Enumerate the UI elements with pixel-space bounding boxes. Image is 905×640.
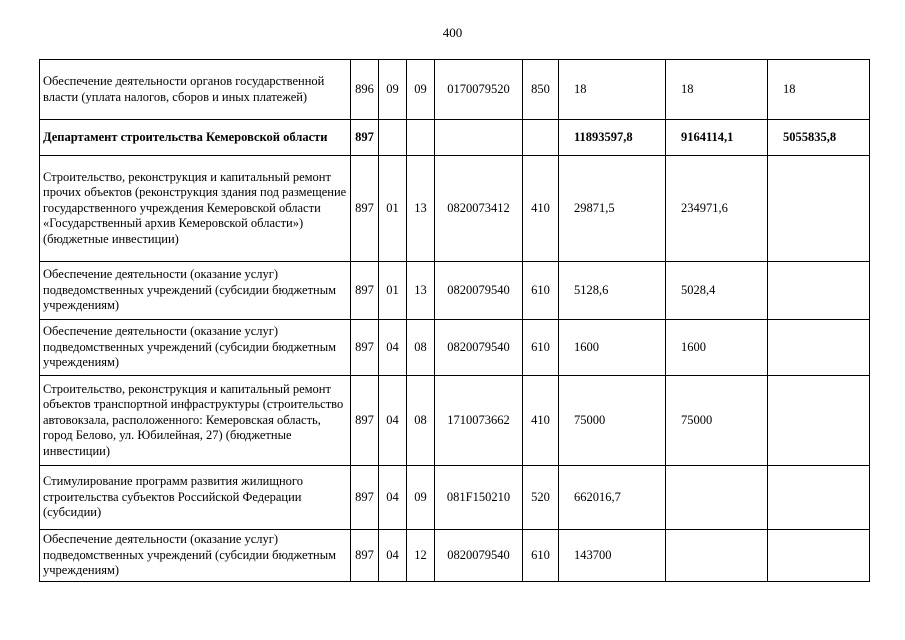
amount-year-1: 5128,6 — [559, 262, 666, 320]
subsection-code: 12 — [407, 530, 435, 582]
expense-type-code — [523, 120, 559, 156]
subsection-code: 08 — [407, 376, 435, 466]
expense-type-code: 610 — [523, 530, 559, 582]
ministry-code: 897 — [351, 262, 379, 320]
row-description: Обеспечение деятельности (оказание услуг) подведомственных учреждений (субсидии бюджетным учреждениям) — [40, 530, 351, 582]
amount-year-1: 11893597,8 — [559, 120, 666, 156]
amount-year-3: 5055835,8 — [768, 120, 870, 156]
amount-year-2: 75000 — [666, 376, 768, 466]
amount-year-3 — [768, 156, 870, 262]
amount-year-2 — [666, 466, 768, 530]
section-code: 01 — [379, 156, 407, 262]
target-article-code: 1710073662 — [435, 376, 523, 466]
target-article-code: 0820079540 — [435, 262, 523, 320]
expense-type-code: 410 — [523, 156, 559, 262]
amount-year-1: 18 — [559, 60, 666, 120]
section-code: 04 — [379, 466, 407, 530]
amount-year-2 — [666, 530, 768, 582]
amount-year-3 — [768, 320, 870, 376]
section-code: 09 — [379, 60, 407, 120]
table-row — [40, 466, 870, 530]
row-description: Департамент строительства Кемеровской области — [40, 120, 351, 156]
target-article-code: 0820073412 — [435, 156, 523, 262]
row-description: Стимулирование программ развития жилищного строительства субъектов Российской Федерации (субсидии) — [40, 466, 351, 530]
target-article-code — [435, 120, 523, 156]
row-description: Обеспечение деятельности (оказание услуг) подведомственных учреждений (субсидии бюджетным учреждениям) — [40, 262, 351, 320]
amount-year-2: 9164114,1 — [666, 120, 768, 156]
subsection-code: 13 — [407, 156, 435, 262]
section-code: 04 — [379, 376, 407, 466]
budget-table-body — [40, 60, 870, 582]
expense-type-code: 410 — [523, 376, 559, 466]
amount-year-3 — [768, 466, 870, 530]
table-row — [40, 320, 870, 376]
amount-year-1: 75000 — [559, 376, 666, 466]
row-description: Строительство, реконструкция и капитальный ремонт объектов транспортной инфраструктуры (строительство автовокзала, расположенного: Кемеровская область, город Белово, ул. Юбилейная, 27) (бюджетные инвестиции) — [40, 376, 351, 466]
amount-year-3: 18 — [768, 60, 870, 120]
ministry-code: 897 — [351, 156, 379, 262]
table-row — [40, 376, 870, 466]
page-number: 400 — [442, 25, 463, 40]
subsection-code — [407, 120, 435, 156]
amount-year-1: 29871,5 — [559, 156, 666, 262]
table-row — [40, 530, 870, 582]
department-total-row — [40, 120, 870, 156]
table-row — [40, 60, 870, 120]
subsection-code: 08 — [407, 320, 435, 376]
row-description: Обеспечение деятельности органов государственной власти (уплата налогов, сборов и иных платежей) — [40, 60, 351, 120]
amount-year-3 — [768, 376, 870, 466]
expense-type-code: 520 — [523, 466, 559, 530]
amount-year-2: 1600 — [666, 320, 768, 376]
target-article-code: 0170079520 — [435, 60, 523, 120]
section-code — [379, 120, 407, 156]
ministry-code: 896 — [351, 60, 379, 120]
row-description: Обеспечение деятельности (оказание услуг) подведомственных учреждений (субсидии бюджетным учреждениям) — [40, 320, 351, 376]
amount-year-2: 5028,4 — [666, 262, 768, 320]
table-row — [40, 262, 870, 320]
ministry-code: 897 — [351, 376, 379, 466]
target-article-code: 0820079540 — [435, 530, 523, 582]
amount-year-2: 234971,6 — [666, 156, 768, 262]
section-code: 01 — [379, 262, 407, 320]
amount-year-3 — [768, 530, 870, 582]
ministry-code: 897 — [351, 530, 379, 582]
target-article-code: 0820079540 — [435, 320, 523, 376]
table-row — [40, 156, 870, 262]
amount-year-1: 1600 — [559, 320, 666, 376]
expense-type-code: 610 — [523, 320, 559, 376]
section-code: 04 — [379, 530, 407, 582]
ministry-code: 897 — [351, 466, 379, 530]
row-description: Строительство, реконструкция и капитальный ремонт прочих объектов (реконструкция здания под размещение государственного учреждения Кемеровской области «Государственный архив Кемеровской области») (бюджетные инвестиции) — [40, 156, 351, 262]
subsection-code: 09 — [407, 466, 435, 530]
amount-year-1: 143700 — [559, 530, 666, 582]
ministry-code: 897 — [351, 320, 379, 376]
expense-type-code: 850 — [523, 60, 559, 120]
ministry-code: 897 — [351, 120, 379, 156]
budget-table — [39, 59, 870, 582]
section-code: 04 — [379, 320, 407, 376]
amount-year-2: 18 — [666, 60, 768, 120]
subsection-code: 09 — [407, 60, 435, 120]
target-article-code: 081F150210 — [435, 466, 523, 530]
amount-year-3 — [768, 262, 870, 320]
amount-year-1: 662016,7 — [559, 466, 666, 530]
expense-type-code: 610 — [523, 262, 559, 320]
subsection-code: 13 — [407, 262, 435, 320]
